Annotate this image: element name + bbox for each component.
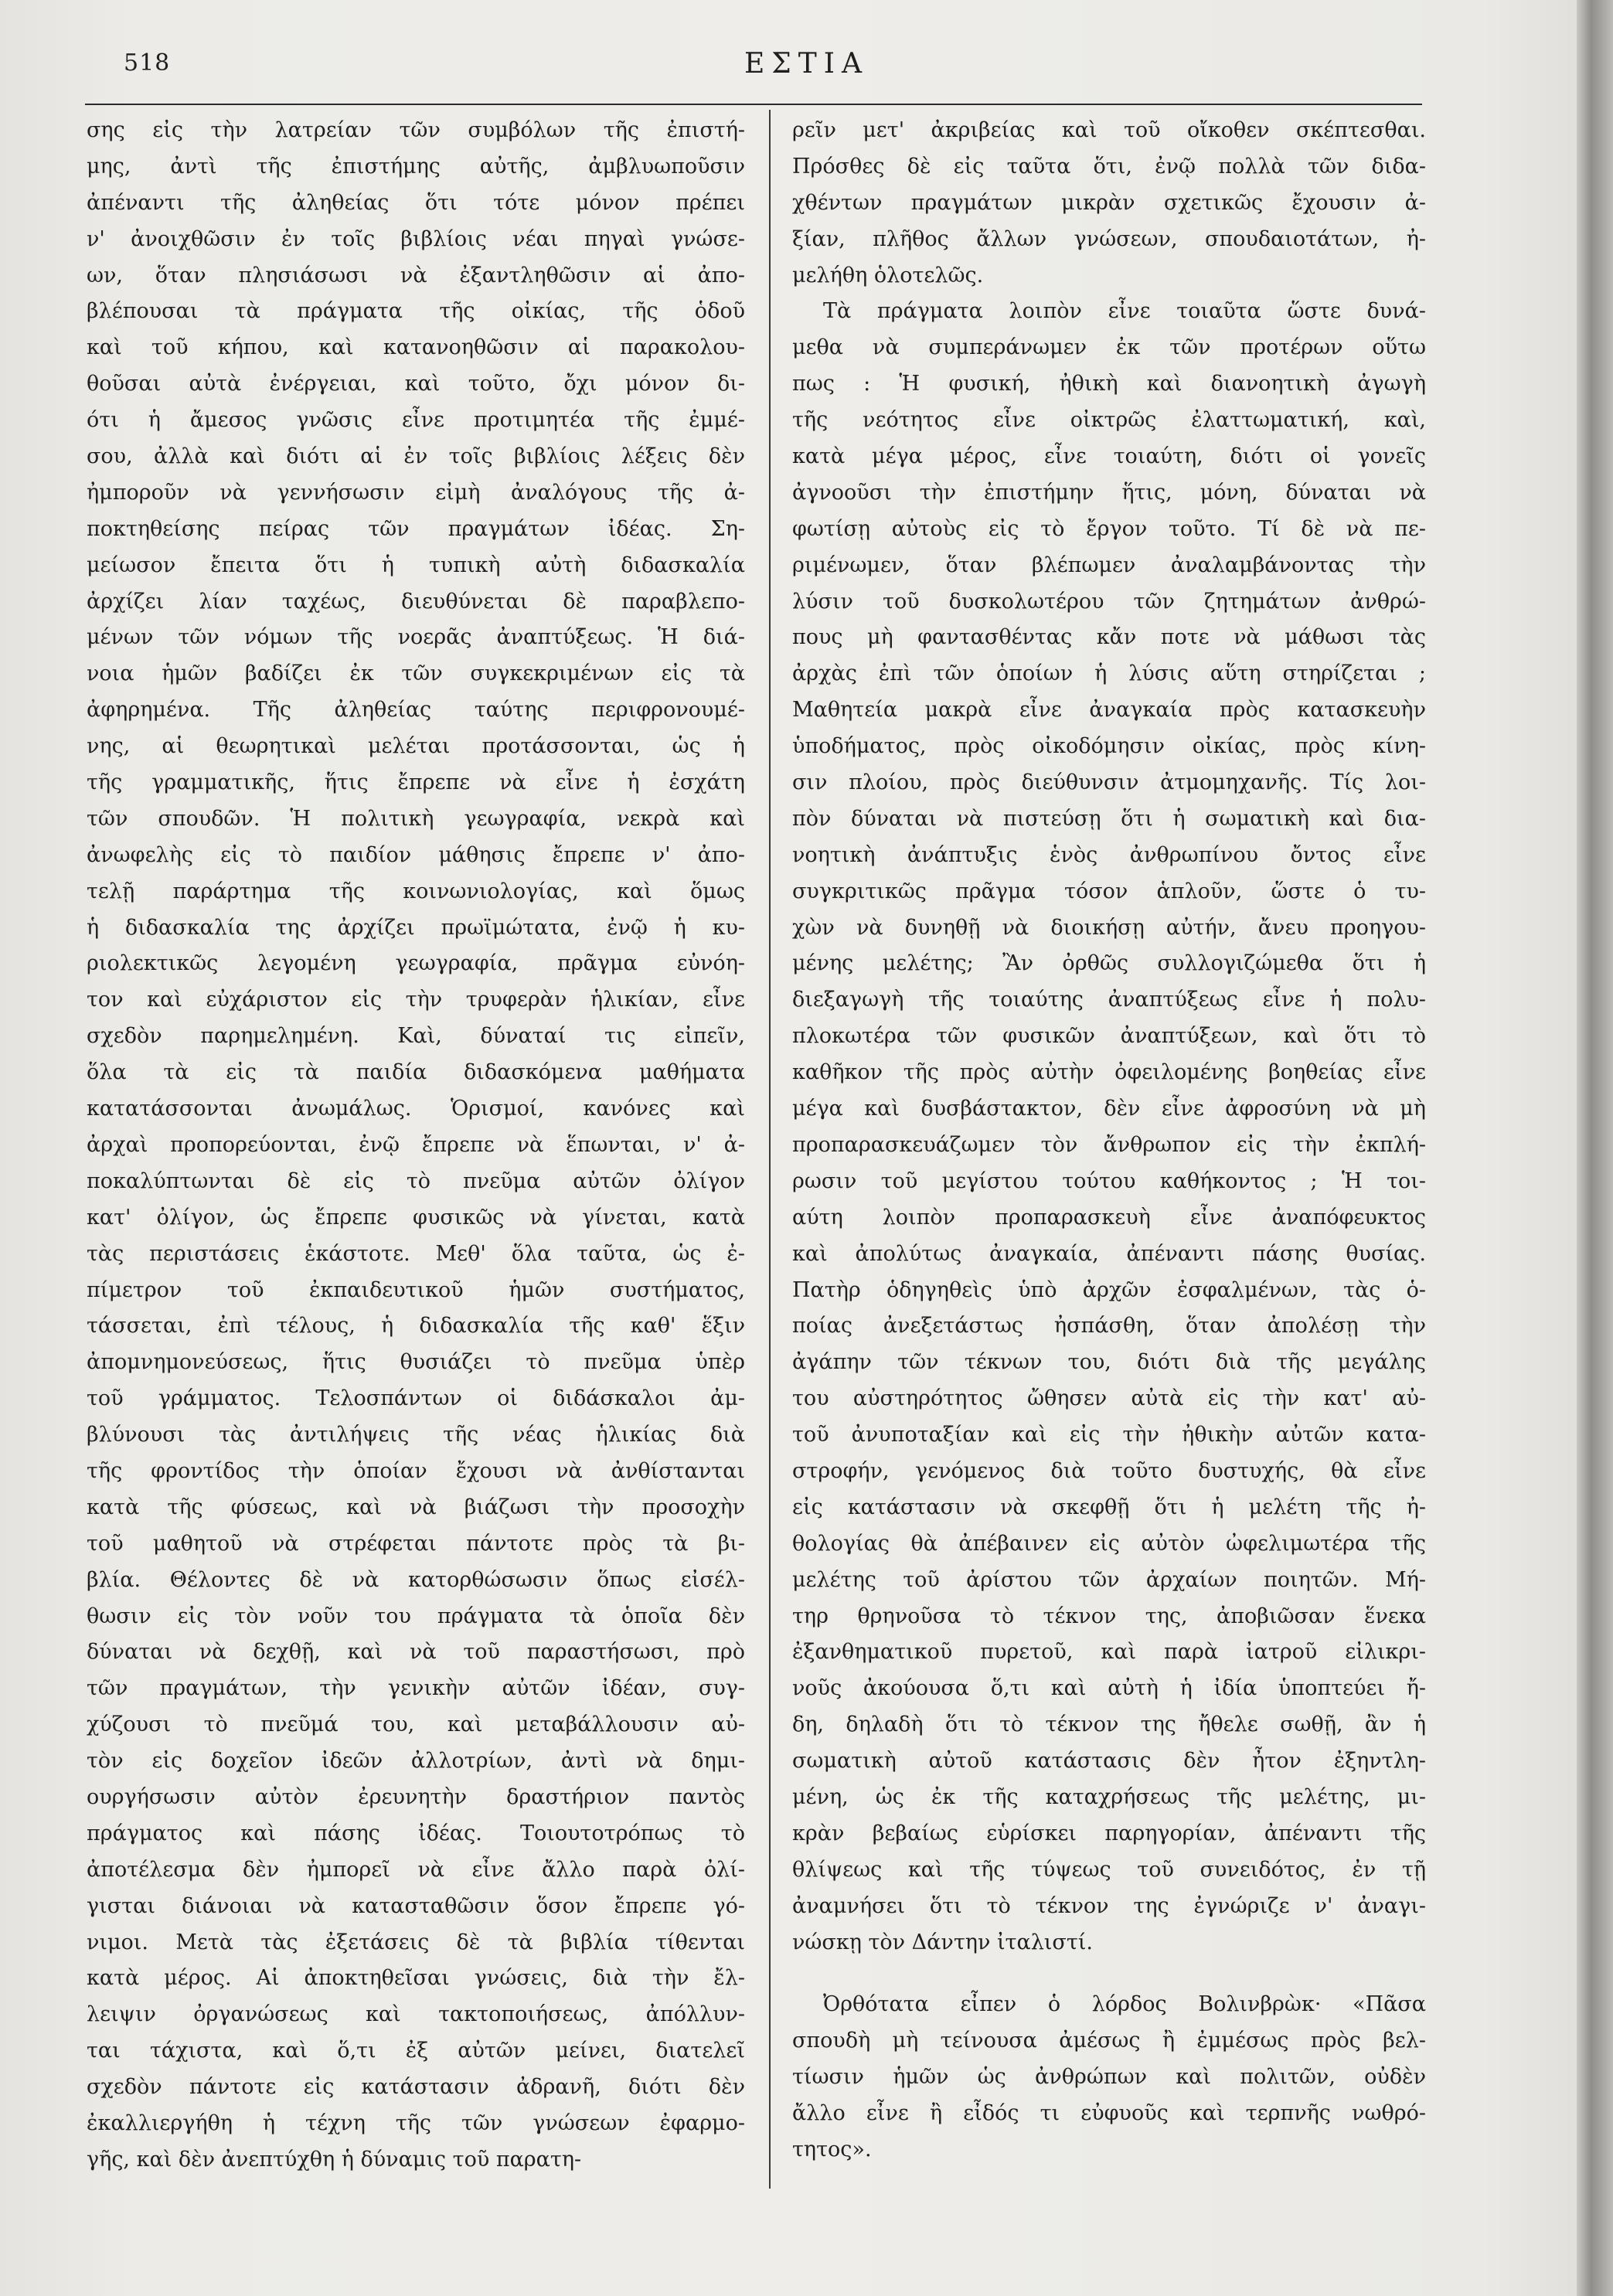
text-line: νώσκῃ τὸν Δάντην ἰταλιστί. (792, 1930, 1093, 1954)
text-line: ἀποτέλεσμα δὲν ἠμπορεῖ νὰ εἶνε ἄλλο παρὰ ὀλί- (87, 1857, 745, 1882)
page-edge-shadow (1577, 0, 1613, 2296)
text-line: ποκτηθείσης πείρας τῶν πραγμάτων ἰδέας. Ση- (87, 516, 745, 541)
text-line: ἀπέναντι τῆς ἀληθείας ὅτι τότε μόνον πρέπει (87, 190, 745, 215)
text-line: ἐκαλλιεργήθη ἡ τέχνη τῆς τῶν γνώσεων ἐφαρμο- (87, 2111, 745, 2135)
text-line: νοητικὴ ἀνάπτυξις ἑνὸς ἀνθρωπίνου ὄντος εἶνε (792, 842, 1426, 867)
text-line: ἄλλο εἶνε ἢ εἶδός τι εὐφυοῦς καὶ τερπνῆς νωθρό- (792, 2101, 1426, 2126)
text-line: στροφήν, γενόμενος διὰ τοῦτο δυστυχής, θὰ εἶνε (792, 1458, 1426, 1483)
text-line: λειψιν ὀργανώσεως καὶ τακτοποιήσεως, ἀπόλλυν- (87, 2002, 745, 2027)
text-line: νιμοι. Μετὰ τὰς ἐξετάσεις δὲ τὰ βιβλία τίθενται (87, 1930, 745, 1954)
text-line: σιν πλοίου, πρὸς διεύθυνσιν ἀτμομηχανῆς. Τίς λοι- (792, 770, 1426, 795)
text-line: μελήθη ὁλοτελῶς. (792, 263, 984, 287)
text-line: ἀρχὰς ἐπὶ τῶν ὁποίων ἡ λύσις αὕτη στηρίζεται ; (792, 662, 1426, 686)
text-line: κατ' ὀλίγον, ὡς ἔπρεπε φυσικῶς νὰ γίνεται, κατὰ (87, 1205, 745, 1230)
text-line: ἐξανθηματικοῦ πυρετοῦ, καὶ παρὰ ἰατροῦ εἰλικρι- (792, 1640, 1426, 1665)
text-line: ἀπομνημονεύσεως, ἥτις θυσιάζει τὸ πνεῦμα ὑπὲρ (87, 1350, 745, 1375)
text-line: ὑποδήματος, πρὸς οἰκοδόμησιν οἰκίας, πρὸς κίνη- (792, 734, 1426, 759)
text-line: καὶ ἀπολύτως ἀναγκαία, ἀπέναντι πάσης θυσίας. (792, 1241, 1426, 1266)
text-line: τοῦ ἀνυποταξίαν καὶ εἰς τὴν ἠθικὴν αὐτῶν κατα- (792, 1423, 1426, 1447)
text-line: πὸν δύναται νὰ πιστεύσῃ ὅτι ἡ σωματικὴ καὶ δια- (792, 806, 1426, 831)
text-line: μεθα νὰ συμπεράνωμεν ἐκ τῶν προτέρων οὕτω (792, 335, 1426, 360)
text-line: ἀρχαὶ προπορεύονται, ἐνῷ ἔπρεπε νὰ ἕπωνται, ν' ἀ- (87, 1132, 745, 1157)
text-line: πίμετρον τοῦ ἐκπαιδευτικοῦ ἡμῶν συστήματος, (87, 1277, 745, 1302)
text-line: τῆς φροντίδος τὴν ὁποίαν ἔχουσι νὰ ἀνθίστανται (87, 1458, 745, 1483)
text-line: καὶ τοῦ κήπου, καὶ κατανοηθῶσιν αἱ παρακολου- (87, 335, 745, 360)
text-line: ρωσιν τοῦ μεγίστου τούτου καθήκοντος ; Ἡ τοι- (792, 1168, 1426, 1193)
text-line: βλία. Θέλοντες δὲ νὰ κατορθώσωσιν ὅπως εἰσέλ- (87, 1567, 745, 1592)
text-line: ἀγάπην τῶν τέκνων του, διότι διὰ τῆς μεγάλης (792, 1350, 1426, 1375)
text-line: ἀφηρημένα. Τῆς ἀληθείας ταύτης περιφρονουμέ- (87, 698, 745, 723)
text-line: τῆς νεότητος εἶνε οἰκτρῶς ἐλαττωματική, καὶ, (792, 408, 1426, 433)
text-line: λύσιν τοῦ δυσκολωτέρου τῶν ζητημάτων ἀνθρώ- (792, 589, 1426, 614)
text-line: μείωσον ἔπειτα ὅτι ἡ τυπικὴ αὐτὴ διδασκαλία (87, 553, 745, 577)
text-line: βλύνουσι τὰς ἀντιλήψεις τῆς νέας ἡλικίας διὰ (87, 1423, 745, 1447)
text-line: τῶν πραγμάτων, τὴν γενικὴν αὐτῶν ἰδέαν, συγ- (87, 1676, 745, 1701)
text-line: σωματικὴ αὐτοῦ κατάστασις δὲν ἦτον ἐξηντλη- (792, 1749, 1426, 1774)
text-line: ων, ὅταν πλησιάσωσι νὰ ἐξαντληθῶσιν αἱ ἀπο- (87, 263, 745, 287)
text-line: ριολεκτικῶς λεγομένη γεωγραφία, πρᾶγμα εὐνόη- (87, 951, 745, 976)
text-line: φωτίσῃ αὐτοὺς εἰς τὸ ἔργον τοῦτο. Τί δὲ νὰ πε- (792, 516, 1426, 541)
text-line: του αὐστηρότητος ὤθησεν αὐτὰ εἰς τὴν κατ' αὐ- (792, 1386, 1426, 1411)
text-line: τηρ θρηνοῦσα τὸ τέκνον της, ἀποβιῶσαν ἕνεκα (792, 1604, 1426, 1628)
text-line: γῆς, καὶ δὲν ἀνεπτύχθη ἡ δύναμις τοῦ παρατη- (87, 2147, 582, 2172)
text-line: νοια ἡμῶν βαδίζει ἐκ τῶν συγκεκριμένων εἰς τὰ (87, 662, 745, 686)
text-line: ν' ἀνοιχθῶσιν ἐν τοῖς βιβλίοις νέαι πηγαὶ γνώσε- (87, 226, 745, 251)
text-line: τίωσιν ἡμῶν ὡς ἀνθρώπων καὶ πολιτῶν, οὐδὲν (792, 2065, 1426, 2090)
text-line: πως : Ἡ φυσική, ἠθικὴ καὶ διανοητικὴ ἀγωγὴ (792, 372, 1426, 396)
column-divider (769, 110, 771, 2189)
text-line: ουργήσωσιν αὐτὸν ἐρευνητὴν δραστήριον παντὸς (87, 1784, 745, 1809)
text-line: σχεδὸν παρημελημένη. Καὶ, δύναταί τις εἰπεῖν, (87, 1024, 745, 1049)
text-line: τοῦ μαθητοῦ νὰ στρέφεται πάντοτε πρὸς τὰ βι- (87, 1531, 745, 1556)
paragraph-gap (792, 1961, 1426, 1987)
text-line: σου, ἀλλὰ καὶ διότι αἱ ἐν τοῖς βιβλίοις λέξεις δὲν (87, 444, 745, 469)
text-line: τῶν σπουδῶν. Ἡ πολιτικὴ γεωγραφία, νεκρὰ καὶ (87, 806, 745, 831)
text-line: Πρόσθες δὲ εἰς ταῦτα ὅτι, ἐνῷ πολλὰ τῶν διδα- (792, 154, 1426, 179)
text-line: θολογίας θὰ ἀπέβαινεν εἰς αὐτὸν ὠφελιμωτέρα τῆς (792, 1531, 1426, 1556)
text-line: σης εἰς τὴν λατρείαν τῶν συμβόλων τῆς ἐπιστή- (87, 118, 745, 142)
header-rule (85, 104, 1422, 105)
text-line: προπαρασκευάζωμεν τὸν ἄνθρωπον εἰς τὴν ἐκπλή- (792, 1132, 1426, 1157)
text-line: μης, ἀντὶ τῆς ἐπιστήμης αὐτῆς, ἀμβλυωποῦσιν (87, 154, 745, 179)
text-line: τὸν εἰς δοχεῖον ἰδεῶν ἀλλοτρίων, ἀντὶ νὰ δημι- (87, 1749, 745, 1774)
text-line: κρὰν βεβαίως εὑρίσκει παρηγορίαν, ἀπέναντι τῆς (792, 1821, 1426, 1845)
text-line: χύζουσι τὸ πνεῦμά του, καὶ μεταβάλλουσιν αὐ- (87, 1713, 745, 1737)
text-line: τῆς γραμματικῆς, ἥτις ἔπρεπε νὰ εἶνε ἡ ἐσχάτη (87, 770, 745, 795)
text-line: τοῦ γράμματος. Τελοσπάντων οἱ διδάσκαλοι ἀμ- (87, 1386, 745, 1411)
text-line: ὅλα τὰ εἰς τὰ παιδία διδασκόμενα μαθήματα (87, 1060, 745, 1085)
text-line: χθέντων πραγμάτων μικρὰν σχετικῶς ἔχουσιν ἀ- (792, 190, 1426, 215)
text-line: δη, δηλαδὴ ὅτι τὸ τέκνον της ἤθελε σωθῇ, ἂν ἡ (792, 1713, 1426, 1737)
text-line: εἰς κατάστασιν νὰ σκεφθῇ ὅτι ἡ μελέτη τῆς ἠ- (792, 1495, 1426, 1519)
text-line: τητος». (792, 2137, 872, 2162)
left-text-column (87, 113, 745, 2179)
text-line: γισται διάνοιαι νὰ κατασταθῶσιν ὅσον ἔπρεπε γό- (87, 1893, 745, 1918)
text-line: αύτη λοιπὸν προπαρασκευὴ εἶνε ἀναπόφευκτος (792, 1205, 1426, 1230)
text-line: πλοκωτέρα τῶν φυσικῶν ἀναπτύξεων, καὶ ὅτι τὸ (792, 1024, 1426, 1049)
right-text-column (792, 113, 1426, 2168)
text-line: ποκαλύπτωνται δὲ εἰς τὸ πνεῦμα αὐτῶν ὀλίγον (87, 1168, 745, 1193)
text-line: ρεῖν μετ' ἀκριβείας καὶ τοῦ οἴκοθεν σκέπτεσθαι. (792, 118, 1426, 142)
text-line: ται τάχιστα, καὶ ὅ,τι ἐξ αὐτῶν μείνει, διατελεῖ (87, 2039, 745, 2063)
text-line: συγκριτικῶς πρᾶγμα τόσον ἁπλοῦν, ὥστε ὁ τυ- (792, 879, 1426, 903)
text-line: πους μὴ φαντασθέντας κἄν ποτε νὰ μάθωσι τὰς (792, 625, 1426, 650)
text-line: Πατὴρ ὁδηγηθεὶς ὑπὸ ἀρχῶν ἐσφαλμένων, τὰς ὁ- (792, 1277, 1426, 1302)
text-line: νης, αἱ θεωρητικαὶ μελέται προτάσσονται, ὡς ἡ (87, 734, 745, 759)
text-line: Μαθητεία μακρὰ εἶνε ἀναγκαία πρὸς κατασκευὴν (792, 698, 1426, 723)
text-line: τον καὶ εὐχάριστον εἰς τὴν τρυφερὰν ἡλικίαν, εἶνε (87, 988, 745, 1012)
text-line: τάσσεται, ἐπὶ τέλους, ἡ διδασκαλία τῆς καθ' ἕξιν (87, 1314, 745, 1338)
text-line: ξίαν, πλῆθος ἄλλων γνώσεων, σπουδαιοτάτων, ἠ- (792, 226, 1426, 251)
text-line: σπουδὴ μὴ τείνουσα ἀμέσως ἢ ἐμμέσως πρὸς βελ- (792, 2029, 1426, 2053)
text-line: μένης μελέτης; Ἂν ὀρθῶς συλλογιζώμεθα ὅτι ἡ (792, 951, 1426, 976)
text-line: χὼν νὰ δυνηθῇ νὰ διοικήσῃ αὐτήν, ἄνευ προηγου- (792, 915, 1426, 940)
text-line: ἡ διδασκαλία της ἀρχίζει πρωϊμώτατα, ἐνῷ ἡ κυ- (87, 915, 745, 940)
text-line: ότι ἡ ἄμεσος γνῶσις εἶνε προτιμητέα τῆς ἐμμέ- (87, 408, 745, 433)
text-line: καθῆκον τῆς πρὸς αὐτὴν ὀφειλομένης βοηθείας εἶνε (792, 1060, 1426, 1085)
text-line: κατὰ μέρος. Αἱ ἀποκτηθεῖσαι γνώσεις, διὰ τὴν ἔλ- (87, 1966, 745, 1991)
text-line: τελῇ παράρτημα τῆς κοινωνιολογίας, καὶ ὅμως (87, 879, 745, 903)
text-line: μένων τῶν νόμων τῆς νοερᾶς ἀναπτύξεως. Ἡ διά- (87, 625, 745, 650)
text-line: Τὰ πράγματα λοιπὸν εἶνε τοιαῦτα ὥστε δυνά- (823, 299, 1426, 324)
text-line: μελέτης τοῦ ἀρίστου τῶν ἀρχαίων ποιητῶν. Μή- (792, 1567, 1426, 1592)
text-line: θωσιν εἰς τὸν νοῦν του πράγματα τὰ ὁποῖα δὲν (87, 1604, 745, 1628)
text-line: διεξαγωγὴ τῆς τοιαύτης ἀναπτύξεως εἶνε ἡ πολυ- (792, 988, 1426, 1012)
text-line: ποίας ἀνεξετάστως ἠσπάσθη, ὅταν ἀπολέσῃ τὴν (792, 1314, 1426, 1338)
text-line: τὰς περιστάσεις ἑκάστοτε. Μεθ' ὅλα ταῦτα, ὡς ἐ- (87, 1241, 745, 1266)
text-line: πράγματος καὶ πάσης ἰδέας. Τοιουτοτρόπως τὸ (87, 1821, 745, 1845)
text-line: ἀρχίζει λίαν ταχέως, διευθύνεται δὲ παραβλεπο- (87, 589, 745, 614)
text-line: βλέπουσαι τὰ πράγματα τῆς οἰκίας, τῆς ὁδοῦ (87, 299, 745, 324)
text-line: ριμένωμεν, ὅταν βλέπωμεν ἀναλαμβάνοντας τὴν (792, 553, 1426, 577)
text-line: κατὰ τῆς φύσεως, καὶ νὰ βιάζωσι τὴν προσοχὴν (87, 1495, 745, 1519)
text-line: μένη, ὡς ἐκ τῆς καταχρήσεως τῆς μελέτης, μι- (792, 1784, 1426, 1809)
page-number: 518 (124, 49, 171, 77)
text-line: κατατάσσονται ἀνωμάλως. Ὁρισμοί, κανόνες καὶ (87, 1097, 745, 1121)
text-line: κατὰ μέγα μέρος, εἶνε τοιαύτη, διότι οἱ γονεῖς (792, 444, 1426, 469)
text-line: ἀγνοοῦσι τὴν ἐπιστήμην ἥτις, μόνη, δύναται νὰ (792, 480, 1426, 505)
text-line: ἠμποροῦν νὰ γεννήσωσιν εἰμὴ ἀναλόγους τῆς ἀ- (87, 480, 745, 505)
text-line: νοῦς ἀκούουσα ὅ,τι καὶ αὐτὴ ἡ ἰδία ὑποπτεύει ἤ- (792, 1676, 1426, 1701)
text-line: θοῦσαι αὐτὰ ἐνέργειαι, καὶ τοῦτο, ὄχι μόνον δι- (87, 372, 745, 396)
text-line: Ὀρθότατα εἶπεν ὁ λόρδος Βολινβρὼκ· «Πᾶσα (823, 1992, 1426, 2017)
text-line: σχεδὸν πάντοτε εἰς κατάστασιν ἀδρανῆ, διότι δὲν (87, 2075, 745, 2100)
text-line: ἀνωφελὴς εἰς τὸ παιδίον μάθησις ἔπρεπε ν' ἀπο- (87, 842, 745, 867)
running-title: ΕΣΤΙΑ (744, 48, 869, 80)
text-line: θλίψεως καὶ τῆς τύψεως τοῦ συνειδότος, ἐν τῇ (792, 1857, 1426, 1882)
text-line: ἀναμνήσει ὅτι τὸ τέκνον της ἐγνώριζε ν' ἀναγι- (792, 1893, 1426, 1918)
text-line: μέγα καὶ δυσβάστακτον, δὲν εἶνε ἀφροσύνη νὰ μὴ (792, 1097, 1426, 1121)
text-line: δύναται νὰ δεχθῇ, καὶ νὰ τοῦ παραστήσωσι, πρὸ (87, 1640, 745, 1665)
